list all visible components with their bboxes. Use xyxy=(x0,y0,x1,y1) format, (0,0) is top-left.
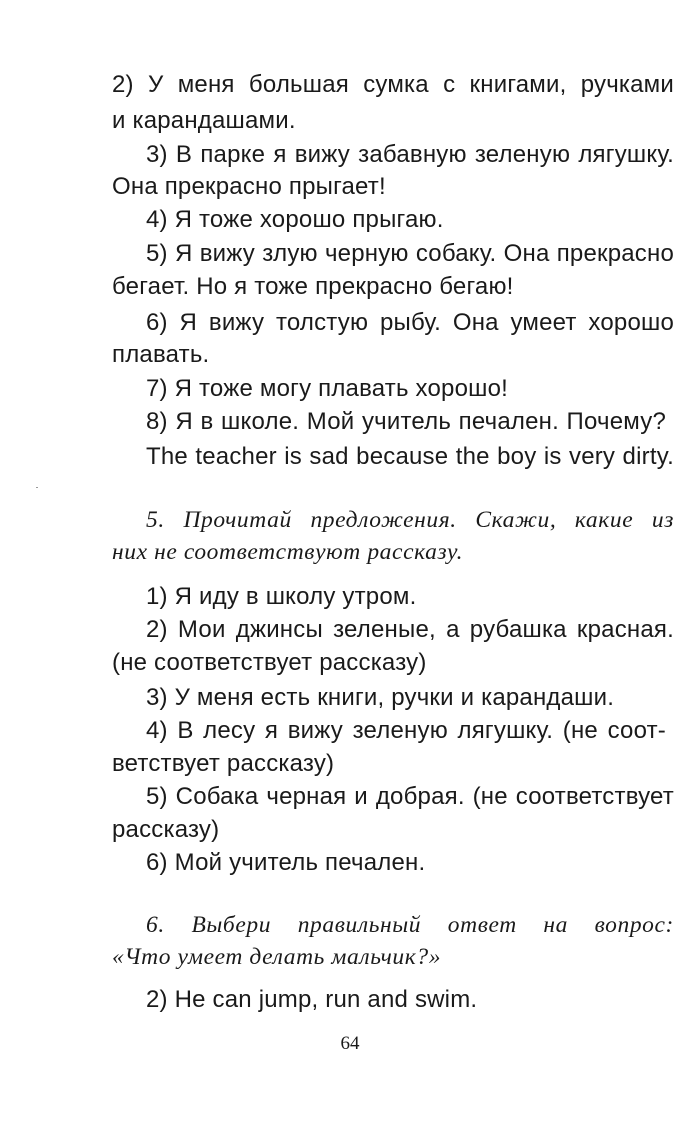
b-answer-6: 6) Мой учитель печален. xyxy=(146,849,426,876)
task-6-heading-line-2: «Что умеет делать мальчик?» xyxy=(112,944,442,970)
task-5-heading-line-1: 5. Прочитай предложения. Скажи, какие из xyxy=(146,507,674,533)
answer-8: 8) Я в школе. Мой учитель печален. Почему? xyxy=(146,408,666,435)
b-answer-4-line-1: 4) В лесу я вижу зеленую лягушку. (не соот- xyxy=(146,717,666,744)
answer-5-line-1: 5) Я вижу злую черную собаку. Она прекрасно xyxy=(146,240,674,267)
english-answer-teacher: The teacher is sad because the boy is very dirty. xyxy=(146,443,674,470)
answer-3-line-2: Она прекрасно прыгает! xyxy=(112,173,386,200)
b-answer-4-line-2: ветствует рассказу) xyxy=(112,750,335,777)
print-speck xyxy=(36,487,38,488)
b-answer-5-line-2: рассказу) xyxy=(112,816,220,843)
answer-4: 4) Я тоже хорошо прыгаю. xyxy=(146,206,444,233)
b-answer-2-line-1: 2) Мои джинсы зеленые, а рубашка красная. xyxy=(146,616,674,643)
task-6-heading-line-1: 6. Выбери правильный ответ на вопрос: xyxy=(146,912,674,938)
b-answer-2-line-2: (не соответствует рассказу) xyxy=(112,649,427,676)
answer-7: 7) Я тоже могу плавать хорошо! xyxy=(146,375,509,402)
b-answer-5-line-1: 5) Собака черная и добрая. (не соответствует xyxy=(146,783,674,810)
b-answer-1: 1) Я иду в школу утром. xyxy=(146,583,417,610)
answer-6-line-2: плавать. xyxy=(112,341,210,368)
answer-5-line-2: бегает. Но я тоже прекрасно бегаю! xyxy=(112,273,514,300)
answer-2-line-1: 2) У меня большая сумка с книгами, ручками xyxy=(112,71,674,98)
page-number: 64 xyxy=(340,1033,360,1054)
task-5-heading-line-2: них не соответствуют рассказу. xyxy=(112,539,464,565)
english-answer-boy: 2) He can jump, run and swim. xyxy=(146,986,478,1013)
answer-2-line-2: и карандашами. xyxy=(112,107,296,134)
b-answer-3: 3) У меня есть книги, ручки и карандаши. xyxy=(146,684,615,711)
answer-6-line-1: 6) Я вижу толстую рыбу. Она умеет хорошо xyxy=(146,309,674,336)
answer-3-line-1: 3) В парке я вижу забавную зеленую лягушку. xyxy=(146,141,674,168)
